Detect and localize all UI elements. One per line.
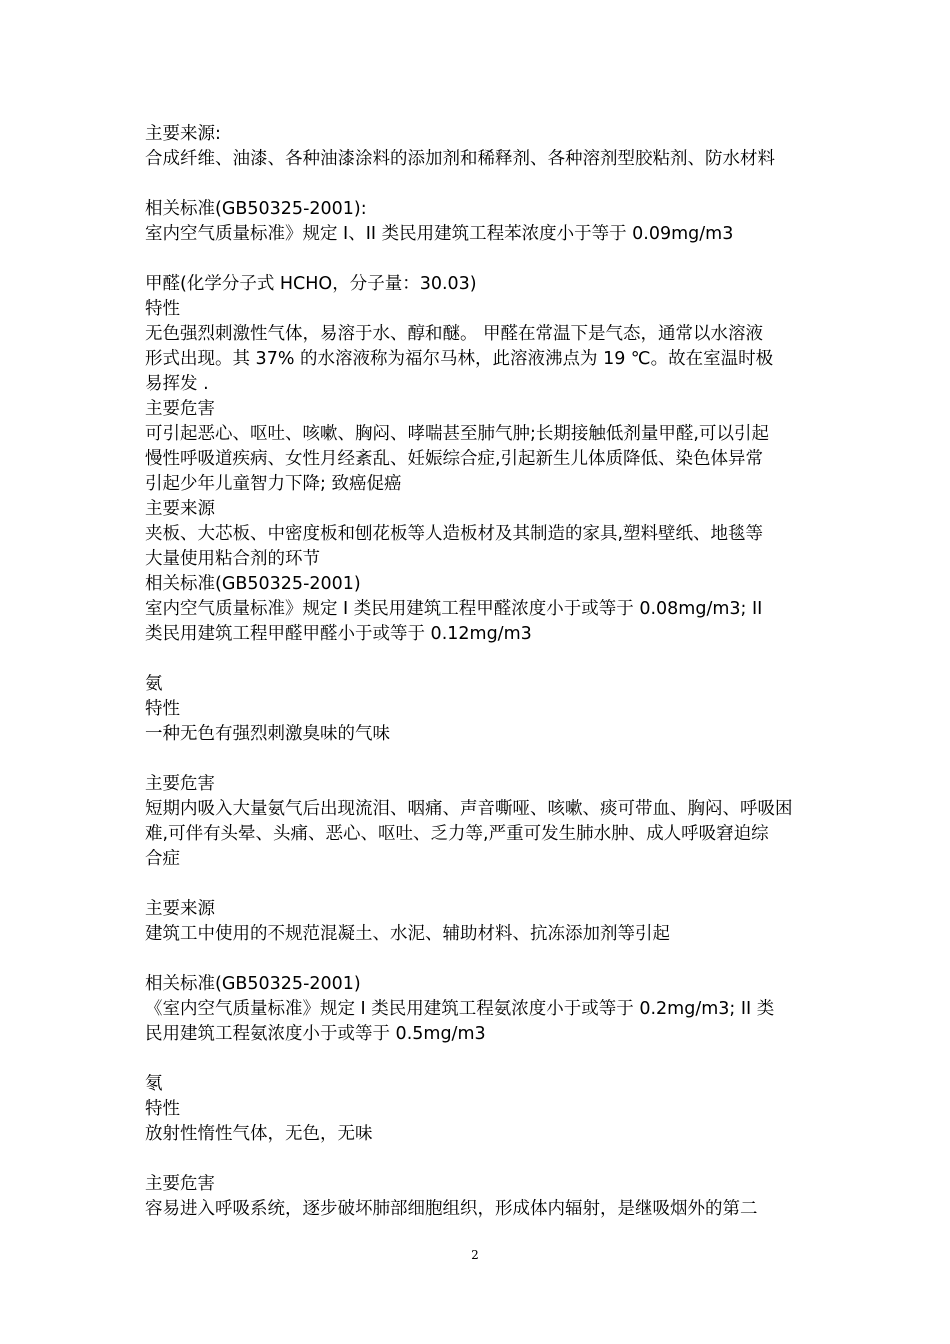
text-line: 相关标准(GB50325-2001): <box>145 199 367 219</box>
text-line: 难,可伴有头晕、头痛、恶心、呕吐、乏力等,严重可发生肺水肿、成人呼吸窘迫综 <box>145 824 769 844</box>
text-line: 主要危害 <box>145 774 215 794</box>
blank-line <box>145 747 815 772</box>
text-line: 甲醛(化学分子式 HCHO，分子量：30.03) <box>145 274 477 294</box>
text-line: 形式出现。其 37% 的水溶液称为福尔马林，此溶液沸点为 19 ℃。故在室温时极 <box>145 349 774 369</box>
text-line: 一种无色有强烈刺激臭味的气味 <box>145 724 390 744</box>
text-line: 合成纤维、油漆、各种油漆涂料的添加剂和稀释剂、各种溶剂型胶粘剂、防水材料 <box>145 149 775 169</box>
text-line: 特性 <box>145 699 180 719</box>
text-line: 主要来源 <box>145 899 215 919</box>
text-line: 短期内吸入大量氨气后出现流泪、咽痛、声音嘶哑、咳嗽、痰可带血、胸闷、呼吸困 <box>145 799 793 819</box>
blank-line <box>145 1147 815 1172</box>
text-line: 主要危害 <box>145 1174 215 1194</box>
blank-line <box>145 647 815 672</box>
blank-line <box>145 247 815 272</box>
text-line: 特性 <box>145 299 180 319</box>
text-line: 可引起恶心、呕吐、咳嗽、胸闷、哮喘甚至肺气肿;长期接触低剂量甲醛,可以引起 <box>145 424 769 444</box>
blank-line <box>145 947 815 972</box>
text-line: 慢性呼吸道疾病、女性月经紊乱、妊娠综合症,引起新生儿体质降低、染色体异常 <box>145 449 764 469</box>
text-line: 无色强烈刺激性气体，易溶于水、醇和醚。 甲醛在常温下是气态，通常以水溶液 <box>145 324 764 344</box>
text-line: 主要来源: <box>145 124 221 144</box>
text-line: 主要危害 <box>145 399 215 419</box>
text-line: 相关标准(GB50325-2001) <box>145 974 361 994</box>
text-line: 氨 <box>145 674 163 694</box>
body-text <box>145 122 815 1222</box>
text-line: 大量使用粘合剂的环节 <box>145 549 320 569</box>
text-line: 建筑工中使用的不规范混凝土、水泥、辅助材料、抗冻添加剂等引起 <box>145 924 670 944</box>
text-line: 室内空气质量标准》规定 I、II 类民用建筑工程苯浓度小于等于 0.09mg/m3 <box>145 224 734 244</box>
text-line: 容易进入呼吸系统，逐步破坏肺部细胞组织，形成体内辐射，是继吸烟外的第二 <box>145 1199 758 1219</box>
blank-line <box>145 872 815 897</box>
blank-line <box>145 1047 815 1072</box>
text-line: 相关标准(GB50325-2001) <box>145 574 361 594</box>
text-line: 特性 <box>145 1099 180 1119</box>
text-line: 夹板、大芯板、中密度板和刨花板等人造板材及其制造的家具,塑料壁纸、地毯等 <box>145 524 764 544</box>
text-line: 主要来源 <box>145 499 215 519</box>
text-line: 《室内空气质量标准》规定 I 类民用建筑工程氨浓度小于或等于 0.2mg/m3; II 类 <box>145 999 775 1019</box>
text-line: 类民用建筑工程甲醛甲醛小于或等于 0.12mg/m3 <box>145 624 532 644</box>
page-number: 2 <box>471 1248 479 1262</box>
text-line: 易挥发 . <box>145 374 209 394</box>
text-line: 放射性惰性气体，无色，无味 <box>145 1124 373 1144</box>
text-line: 合症 <box>145 849 180 869</box>
text-line: 氡 <box>145 1074 163 1094</box>
text-line: 引起少年儿童智力下降; 致癌促癌 <box>145 474 402 494</box>
text-line: 民用建筑工程氨浓度小于或等于 0.5mg/m3 <box>145 1024 486 1044</box>
blank-line <box>145 172 815 197</box>
text-line: 室内空气质量标准》规定 I 类民用建筑工程甲醛浓度小于或等于 0.08mg/m3; II <box>145 599 763 619</box>
